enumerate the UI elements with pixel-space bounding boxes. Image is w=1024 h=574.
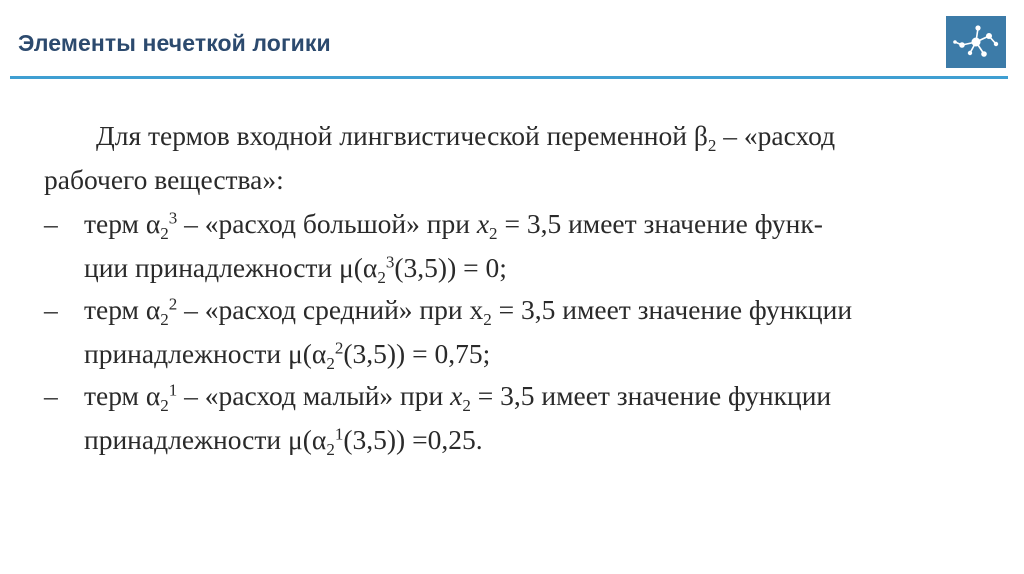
title-divider bbox=[10, 76, 1008, 79]
intro-line-1: Для термов входной лингвистической переменной $\beta_2$ – «расход bbox=[96, 120, 836, 155]
intro-line-2: рабочего вещества»: bbox=[44, 164, 284, 195]
slide-title: Элементы нечеткой логики bbox=[18, 30, 331, 56]
network-nodes-icon bbox=[946, 16, 1006, 68]
logo bbox=[946, 16, 1006, 68]
list-item-continuation: принадлежности $\mu(\alpha_2^2(3,5)) = 0,75$; bbox=[84, 338, 491, 373]
list-dash: – bbox=[44, 294, 58, 325]
list-dash: – bbox=[44, 380, 58, 411]
list-item-continuation: принадлежности $\mu(\alpha_2^1(3,5)) =0,25$. bbox=[84, 424, 483, 459]
list-item-continuation: ции принадлежности $\mu(\alpha_2^3(3,5)) = 0$; bbox=[84, 252, 507, 287]
list-dash: – bbox=[44, 208, 58, 239]
